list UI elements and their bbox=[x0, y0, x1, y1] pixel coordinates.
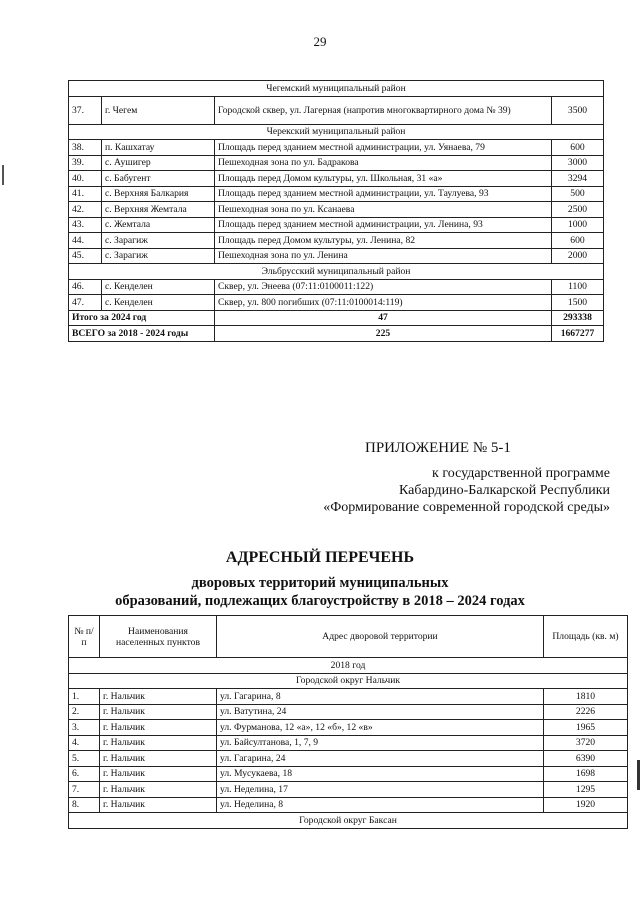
table-row bbox=[69, 295, 604, 311]
table-row bbox=[69, 217, 604, 233]
row-place: с. Зарагиж bbox=[102, 233, 215, 249]
row-number: 37. bbox=[69, 96, 102, 124]
row-area: 600 bbox=[552, 233, 604, 249]
header-address: Адрес дворовой территории bbox=[217, 616, 544, 658]
row-number: 2. bbox=[69, 704, 100, 720]
row-place: с. Кенделен bbox=[102, 279, 215, 295]
row-area: 2500 bbox=[552, 202, 604, 218]
row-address: Площадь перед зданием местной администрации, ул. Уянаева, 79 bbox=[215, 140, 552, 156]
row-place: г. Нальчик bbox=[100, 797, 217, 813]
table-row bbox=[69, 797, 628, 813]
table-row bbox=[69, 171, 604, 187]
row-area: 1295 bbox=[544, 782, 628, 798]
row-number: 41. bbox=[69, 186, 102, 202]
row-place: с. Верхняя Жемтала bbox=[102, 202, 215, 218]
scan-edge-mark bbox=[2, 165, 4, 185]
table-row bbox=[69, 233, 604, 249]
row-place: п. Кашхатау bbox=[102, 140, 215, 156]
row-address: ул. Мусукаева, 18 bbox=[217, 766, 544, 782]
row-number: 47. bbox=[69, 295, 102, 311]
table-row bbox=[69, 202, 604, 218]
row-area: 1100 bbox=[552, 279, 604, 295]
row-address: ул. Неделина, 8 bbox=[217, 797, 544, 813]
row-place: г. Нальчик bbox=[100, 751, 217, 767]
year-label: 2018 год bbox=[69, 658, 628, 674]
header-num: № п/п bbox=[69, 616, 100, 658]
row-number: 3. bbox=[69, 720, 100, 736]
total-count: 47 bbox=[215, 310, 552, 326]
row-area: 1500 bbox=[552, 295, 604, 311]
appendix-line-3: «Формирование современной городской среды» bbox=[323, 500, 610, 515]
row-area: 3000 bbox=[552, 155, 604, 171]
table-row bbox=[69, 96, 604, 124]
table-row bbox=[69, 155, 604, 171]
district-label: Городской округ Баксан bbox=[69, 813, 628, 829]
total-all-row bbox=[69, 326, 604, 342]
row-number: 38. bbox=[69, 140, 102, 156]
row-area: 500 bbox=[552, 186, 604, 202]
row-address: Площадь перед зданием местной администрации, ул. Ленина, 93 bbox=[215, 217, 552, 233]
row-area: 3720 bbox=[544, 735, 628, 751]
row-place: с. Аушигер bbox=[102, 155, 215, 171]
row-place: г. Нальчик bbox=[100, 735, 217, 751]
row-number: 8. bbox=[69, 797, 100, 813]
row-address: ул. Неделина, 17 bbox=[217, 782, 544, 798]
row-address: Площадь перед Домом культуры, ул. Школьная, 31 «а» bbox=[215, 171, 552, 187]
header-area: Площадь (кв. м) bbox=[544, 616, 628, 658]
header-place: Наименования населенных пунктов bbox=[100, 616, 217, 658]
document-heading: АДРЕСНЫЙ ПЕРЕЧЕНЬ bbox=[225, 549, 415, 566]
row-place: с. Зарагиж bbox=[102, 248, 215, 264]
year-row bbox=[69, 658, 628, 674]
row-number: 7. bbox=[69, 782, 100, 798]
table-row bbox=[69, 248, 604, 264]
row-address: Пешеходная зона по ул. Ксанаева bbox=[215, 202, 552, 218]
courtyard-territories-table bbox=[68, 615, 628, 829]
row-number: 45. bbox=[69, 248, 102, 264]
row-number: 40. bbox=[69, 171, 102, 187]
row-address: Городской сквер, ул. Лагерная (напротив многоквартирного дома № 39) bbox=[215, 96, 552, 124]
row-place: с. Жемтала bbox=[102, 217, 215, 233]
district-title: Черекский муниципальный район bbox=[69, 124, 604, 140]
table-header-row bbox=[69, 616, 628, 658]
district-row bbox=[69, 813, 628, 829]
table-row bbox=[69, 689, 628, 705]
district-title: Эльбрусский муниципальный район bbox=[69, 264, 604, 280]
row-address: ул. Фурманова, 12 «а», 12 «б», 12 «в» bbox=[217, 720, 544, 736]
row-area: 1698 bbox=[544, 766, 628, 782]
row-area: 600 bbox=[552, 140, 604, 156]
row-number: 43. bbox=[69, 217, 102, 233]
total-label: Итого за 2024 год bbox=[69, 310, 215, 326]
row-number: 39. bbox=[69, 155, 102, 171]
row-place: г. Нальчик bbox=[100, 766, 217, 782]
row-address: Сквер, ул. Энеева (07:11:0100011:122) bbox=[215, 279, 552, 295]
district-row bbox=[69, 81, 604, 97]
row-address: ул. Байсултанова, 1, 7, 9 bbox=[217, 735, 544, 751]
territories-table-continued bbox=[68, 80, 604, 342]
document-subheading-2: образований, подлежащих благоустройству в 2018 – 2024 годах bbox=[115, 593, 525, 609]
table-row bbox=[69, 735, 628, 751]
row-number: 4. bbox=[69, 735, 100, 751]
total-2024-row bbox=[69, 310, 604, 326]
row-address: Пешеходная зона по ул. Бадракова bbox=[215, 155, 552, 171]
row-address: Сквер, ул. 800 погибших (07:11:0100014:119) bbox=[215, 295, 552, 311]
row-address: ул. Гагарина, 8 bbox=[217, 689, 544, 705]
row-place: г. Чегем bbox=[102, 96, 215, 124]
row-area: 1965 bbox=[544, 720, 628, 736]
row-number: 5. bbox=[69, 751, 100, 767]
appendix-title: ПРИЛОЖЕНИЕ № 5-1 bbox=[365, 440, 511, 456]
row-place: г. Нальчик bbox=[100, 782, 217, 798]
table-row bbox=[69, 751, 628, 767]
table-row bbox=[69, 720, 628, 736]
district-row bbox=[69, 124, 604, 140]
row-area: 3500 bbox=[552, 96, 604, 124]
page-number: 29 bbox=[313, 34, 327, 49]
row-number: 6. bbox=[69, 766, 100, 782]
total-area: 1667277 bbox=[552, 326, 604, 342]
table-row bbox=[69, 186, 604, 202]
appendix-line-1: к государственной программе bbox=[432, 466, 610, 481]
district-title: Чегемский муниципальный район bbox=[69, 81, 604, 97]
row-area: 3294 bbox=[552, 171, 604, 187]
district-row bbox=[69, 264, 604, 280]
table-row bbox=[69, 766, 628, 782]
row-address: Пешеходная зона по ул. Ленина bbox=[215, 248, 552, 264]
row-address: ул. Ватутина, 24 bbox=[217, 704, 544, 720]
row-address: Площадь перед Домом культуры, ул. Ленина, 82 bbox=[215, 233, 552, 249]
row-area: 1810 bbox=[544, 689, 628, 705]
row-address: ул. Гагарина, 24 bbox=[217, 751, 544, 767]
row-place: с. Бабугент bbox=[102, 171, 215, 187]
table-row bbox=[69, 140, 604, 156]
row-place: г. Нальчик bbox=[100, 704, 217, 720]
district-label: Городской округ Нальчик bbox=[69, 673, 628, 689]
table-row bbox=[69, 279, 604, 295]
table-row bbox=[69, 704, 628, 720]
row-place: с. Верхняя Балкария bbox=[102, 186, 215, 202]
row-place: г. Нальчик bbox=[100, 720, 217, 736]
row-area: 2000 bbox=[552, 248, 604, 264]
district-row bbox=[69, 673, 628, 689]
row-place: г. Нальчик bbox=[100, 689, 217, 705]
row-number: 42. bbox=[69, 202, 102, 218]
document-subheading-1: дворовых территорий муниципальных bbox=[191, 575, 449, 591]
row-area: 1000 bbox=[552, 217, 604, 233]
row-number: 46. bbox=[69, 279, 102, 295]
row-number: 44. bbox=[69, 233, 102, 249]
row-area: 1920 bbox=[544, 797, 628, 813]
row-place: с. Кенделен bbox=[102, 295, 215, 311]
total-count: 225 bbox=[215, 326, 552, 342]
row-number: 1. bbox=[69, 689, 100, 705]
total-area: 293338 bbox=[552, 310, 604, 326]
table-row bbox=[69, 782, 628, 798]
row-area: 2226 bbox=[544, 704, 628, 720]
row-area: 6390 bbox=[544, 751, 628, 767]
row-address: Площадь перед зданием местной администрации, ул. Таулуева, 93 bbox=[215, 186, 552, 202]
appendix-line-2: Кабардино-Балкарской Республики bbox=[399, 483, 610, 498]
appendix-header bbox=[250, 440, 610, 516]
total-label: ВСЕГО за 2018 - 2024 годы bbox=[69, 326, 215, 342]
